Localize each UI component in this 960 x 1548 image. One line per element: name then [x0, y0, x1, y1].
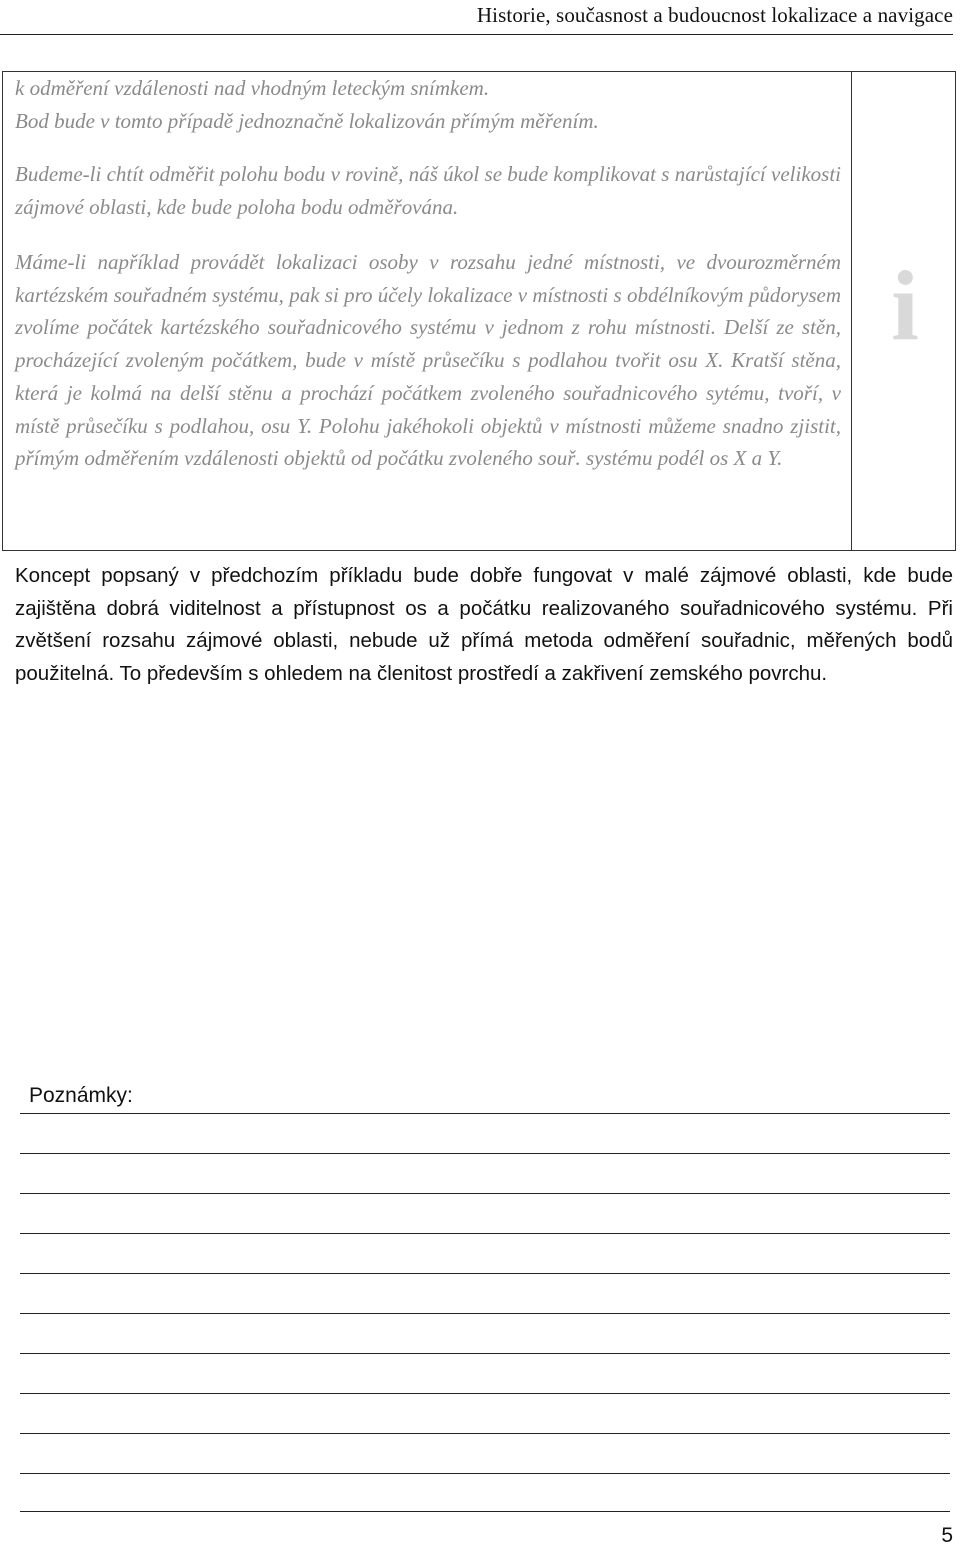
note-paragraph-2: Bod bude v tomto případě jednoznačně lokalizován přímým měřením.: [15, 109, 599, 133]
notes-line: [20, 1233, 950, 1234]
header-title: Historie, současnost a budoucnost lokalizace a navigace: [476, 3, 953, 27]
notes-line: [20, 1313, 950, 1314]
main-paragraph: Koncept popsaný v předchozím příkladu bude dobře fungovat v malé zájmové oblasti, kde bude zajištěna dobrá viditelnost a přístupnost os a počátku realizovaného souřadnicového systému. Při zvětšení rozsahu zájmové oblasti, nebude už přímá metoda odměření souřadnic, měřených bodů použitelná. To především s ohledem na členitost prostředí a zakřivení zemského povrchu.: [15, 564, 953, 685]
notes-line: [20, 1353, 950, 1354]
notes-line: [20, 1473, 950, 1474]
notes-line: [20, 1393, 950, 1394]
notes-label: Poznámky:: [29, 1084, 133, 1107]
note-box-divider: [851, 72, 852, 550]
info-icon: [853, 72, 957, 550]
notes-line: [20, 1273, 950, 1274]
note-paragraph-4: Máme-li například provádět lokalizaci osoby v rozsahu jedné místnosti, ve dvourozměrném kartézském souřadném systému, pak si pro účely lokalizace v místnosti s obdélníkovým půdorysem zvolíme počátek kartézského souřadnicového systému v jednom z rohu místnosti. Delší ze stěn, procházející zvoleným počátkem, bude v místě průsečíku s podlahou tvořit osu X. Kratší stěna, která je kolmá na delší stěnu a prochází počátkem zvoleného souřadnicového sytému, tvoří, v místě průsečíku s podlahou, osu Y. Polohu jakéhokoli objektů v místnosti můžeme snadno zjistit, přímým odměřením vzdálenosti objektů od počátku zvoleného souř. systému podél os X a Y.: [15, 250, 841, 471]
note-paragraph-3: Budeme-li chtít odměřit polohu bodu v rovině, náš úkol se bude komplikovat s narůstající velikosti zájmové oblasti, kde bude poloha bodu odměřována.: [15, 162, 841, 219]
info-icon-glyph: i: [891, 250, 919, 361]
info-note-box: [2, 71, 956, 551]
notes-line: [20, 1433, 950, 1434]
page-number: 5: [941, 1524, 953, 1547]
note-paragraph-1: k odměření vzdálenosti nad vhodným leteckým snímkem.: [15, 76, 490, 100]
notes-line: [20, 1511, 950, 1512]
notes-line: [20, 1153, 950, 1154]
running-header: [0, 0, 953, 35]
notes-line: [20, 1193, 950, 1194]
notes-line: [20, 1113, 950, 1114]
